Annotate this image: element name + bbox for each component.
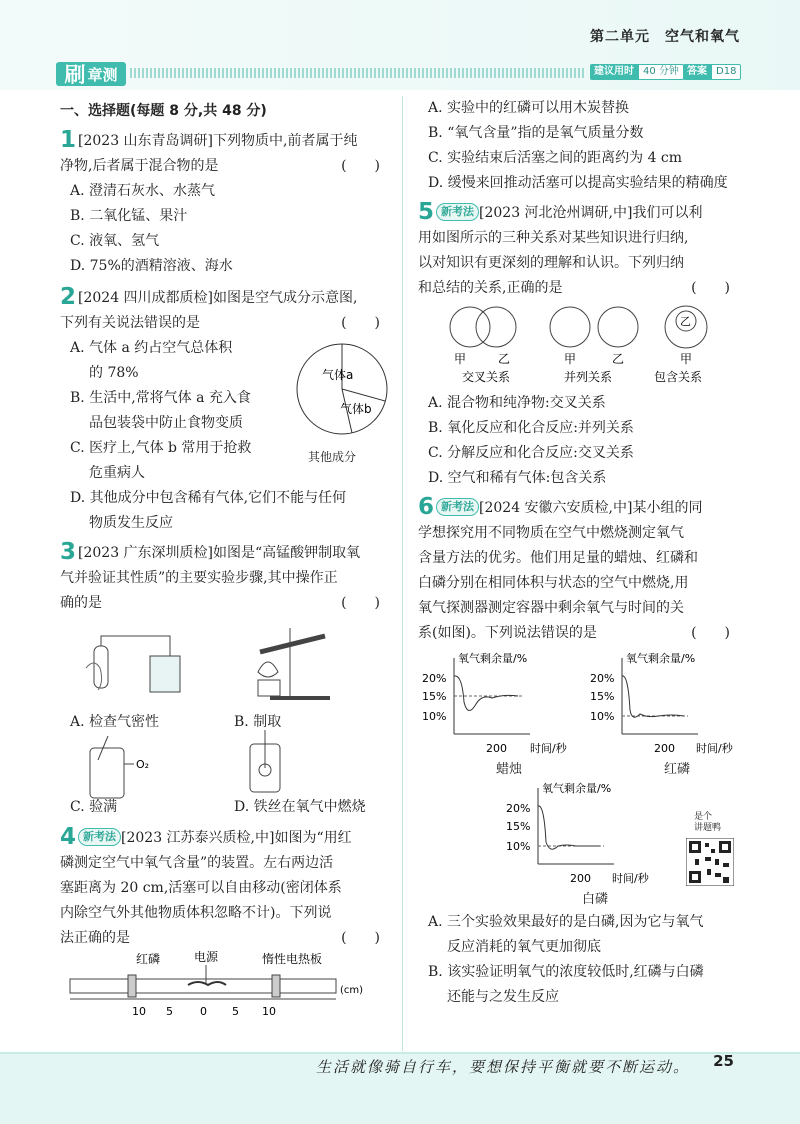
question-text: [2023 江苏泰兴质检,中]如图为“用红: [121, 830, 352, 846]
header-divider: [130, 68, 585, 78]
question-1: [60, 128, 390, 279]
candle-graph: [418, 650, 568, 762]
option-b-cont: 品包装袋中防止食物变质: [89, 415, 243, 431]
label-parallel: 并列关系: [564, 370, 613, 384]
question-text: 气并验证其性质”的主要实验步骤,其中操作正: [60, 570, 338, 586]
label-yi: 乙: [680, 315, 691, 328]
question-6: [418, 495, 740, 1010]
question-text: 氧气探测器测定容器中剩余氧气与时间的关: [418, 600, 684, 616]
qr-code-icon[interactable]: [686, 838, 734, 886]
tick-20: 20%: [590, 672, 615, 685]
question-number: 4: [60, 824, 77, 850]
red-phosphorus-graph: [588, 650, 738, 762]
question-text: 和总结的关系,正确的是: [418, 280, 563, 296]
oxygen-graphs: [418, 646, 740, 910]
label-intersect: 交叉关系: [462, 370, 511, 384]
answer-blank: ( ): [341, 315, 380, 331]
question-number: 1: [60, 127, 77, 153]
question-text: [2024 安徽六安质检,中]某小组的同: [479, 500, 703, 516]
question-text: 白磷分别在相同体积与状态的空气中燃烧,用: [418, 575, 689, 591]
y-axis-label: 氧气剩余量/%: [458, 652, 528, 665]
option-a: A. 气体 a 约占空气总体积: [70, 340, 233, 356]
right-column: [418, 96, 740, 1010]
tick-200: 200: [486, 742, 507, 755]
q4-option-a: A. 实验中的红磷可以用木炭替换: [428, 100, 630, 116]
tick-200: 200: [570, 872, 591, 885]
question-text: 以对知识有更深刻的理解和认识。下列归纳: [418, 255, 684, 271]
option-c: C. 液氧、氢气: [70, 233, 160, 249]
label-jia: 甲: [680, 352, 693, 366]
tick-20: 20%: [422, 672, 447, 685]
question-text: 净物,后者属于混合物的是: [60, 158, 219, 174]
tick-label: 5: [232, 1005, 239, 1018]
caption-b: B. 制取: [234, 714, 282, 730]
answer-blank: ( ): [341, 930, 380, 946]
set-relations-figure: [418, 301, 738, 387]
label-power: 电源: [194, 951, 219, 964]
option-a-cont: 反应消耗的氧气更加彻底: [447, 939, 601, 955]
phosphorus-apparatus-figure: [66, 951, 386, 1021]
question-text: 用如图所示的三种关系对某些知识进行归纳,: [418, 230, 689, 246]
caption-candle: 蜡烛: [496, 762, 523, 777]
option-c: C. 医疗上,气体 b 常用于抢救: [70, 440, 252, 456]
question-text: 内除空气外其他物质体积忽略不计)。下列说: [60, 905, 332, 921]
qr-caption-1: 是个: [694, 812, 713, 822]
question-4: [60, 825, 390, 1025]
question-5: [418, 200, 740, 491]
question-text: 系(如图)。下列说法错误的是: [418, 625, 597, 641]
unit-title: 第二单元 空气和氧气: [590, 29, 740, 45]
question-text: [2023 河北沧州调研,中]我们可以利: [479, 205, 703, 221]
question-text: 含量方法的优劣。他们用足量的蜡烛、红磷和: [418, 550, 698, 566]
new-method-badge: 新考法: [78, 828, 121, 846]
tick-15: 15%: [590, 690, 615, 703]
tick-200: 200: [654, 742, 675, 755]
caption-c: C. 验满: [70, 799, 118, 815]
option-d: D. 75%的酒精溶液、海水: [70, 258, 233, 274]
o2-label: O₂: [136, 758, 150, 771]
x-axis-label: 时间/秒: [612, 872, 649, 885]
new-method-badge: 新考法: [436, 203, 479, 221]
y-axis-label: 氧气剩余量/%: [542, 782, 612, 795]
q4-option-c: C. 实验结束后活塞之间的距离约为 4 cm: [428, 150, 683, 166]
option-a: A. 三个实验效果最好的是白磷,因为它与氧气: [428, 914, 704, 930]
q4-option-d: D. 缓慢来回推动活塞可以提高实验结果的精确度: [428, 175, 728, 191]
question-number: 3: [60, 539, 77, 565]
qr-caption-2: 讲题鸭: [694, 823, 722, 833]
tick-label: 0: [200, 1005, 207, 1018]
tick-20: 20%: [506, 802, 531, 815]
airtightness-apparatus-icon: [80, 628, 190, 703]
option-b: B. 该实验证明氧气的浓度较低时,红磷与白磷: [428, 964, 704, 980]
pie-label-other: 其他成分: [308, 450, 357, 464]
tick-label: 5: [166, 1005, 173, 1018]
air-composition-pie: [292, 337, 402, 447]
option-d-cont: 物质发生反应: [89, 515, 173, 531]
tick-label: 10: [132, 1005, 146, 1018]
answer-blank: ( ): [691, 280, 730, 296]
pie-label-a: 气体a: [322, 368, 354, 382]
question-text: 塞距离为 20 cm,活塞可以自由移动(密闭体系: [60, 880, 342, 896]
tick-15: 15%: [422, 690, 447, 703]
answer-blank: ( ): [691, 625, 730, 641]
label-jia: 甲: [454, 352, 467, 366]
label-contain: 包含关系: [654, 370, 703, 384]
brand-small: 章测: [87, 65, 118, 84]
iron-wire-bottle-icon: [240, 728, 300, 798]
answer-tag: [683, 64, 741, 80]
x-axis-label: 时间/秒: [530, 742, 567, 755]
new-method-badge: 新考法: [436, 498, 479, 516]
question-text: 法正确的是: [60, 930, 130, 946]
option-b: B. 氧化反应和化合反应:并列关系: [428, 420, 634, 436]
question-number: 6: [418, 494, 435, 520]
label-jia: 甲: [564, 352, 577, 366]
apparatus-figures: [60, 616, 390, 821]
footer-motto: 生活就像骑自行车，要想保持平衡就要不断运动。: [315, 1058, 690, 1076]
option-d: D. 其他成分中包含稀有气体,它们不能与任何: [70, 490, 347, 506]
label-heater: 惰性电热板: [262, 952, 323, 966]
time-tag-value: 40 分钟: [638, 64, 684, 80]
answer-tag-value: D18: [711, 64, 741, 80]
caption-d: D. 铁丝在氧气中燃烧: [234, 799, 366, 815]
brand-logo: [56, 62, 126, 86]
option-c: C. 分解反应和化合反应:交叉关系: [428, 445, 634, 461]
question-text: [2023 山东青岛调研]下列物质中,前者属于纯: [78, 133, 358, 149]
qr-caption: [694, 812, 721, 834]
oxygen-test-bottle-icon: [80, 734, 170, 804]
tick-10: 10%: [506, 840, 531, 853]
caption-red-phosphorus: 红磷: [664, 762, 691, 777]
question-3: [60, 540, 390, 821]
answer-blank: ( ): [341, 158, 380, 174]
page-number: 25: [713, 1052, 734, 1070]
tick-label: 10: [262, 1005, 276, 1018]
question-number: 5: [418, 199, 435, 225]
tick-10: 10%: [590, 710, 615, 723]
heating-apparatus-icon: [230, 622, 350, 702]
pie-label-b: 气体b: [340, 402, 372, 416]
y-axis-label: 氧气剩余量/%: [626, 652, 696, 665]
x-axis-label: 时间/秒: [696, 742, 733, 755]
question-text: 磷测定空气中氧气含量”的装置。左右两边活: [60, 855, 334, 871]
caption-a: A. 检查气密性: [70, 714, 160, 730]
option-b-cont: 还能与之发生反应: [447, 989, 559, 1005]
option-b: B. 生活中,常将气体 a 充入食: [70, 390, 251, 406]
question-2: [60, 285, 390, 536]
question-text: [2023 广东深圳质检]如图是“高锰酸钾制取氧: [78, 545, 361, 561]
q4-option-b: B. “氧气含量”指的是氧气质量分数: [428, 125, 644, 141]
label-yi: 乙: [498, 352, 511, 366]
left-column: [60, 96, 390, 1025]
question-number: 2: [60, 284, 77, 310]
time-tag-key: 建议用时: [590, 64, 638, 80]
label-cm: (cm): [340, 985, 364, 996]
option-b: B. 二氧化锰、果汁: [70, 208, 188, 224]
tick-10: 10%: [422, 710, 447, 723]
option-d: D. 空气和稀有气体:包含关系: [428, 470, 607, 486]
white-phosphorus-graph: [504, 780, 654, 892]
option-a: A. 混合物和纯净物:交叉关系: [428, 395, 606, 411]
section-title: 一、选择题(每题 8 分,共 48 分): [60, 103, 267, 119]
option-a-cont: 的 78%: [89, 365, 139, 381]
brand-big: 刷: [64, 63, 86, 87]
label-red-phosphorus: 红磷: [136, 952, 161, 966]
question-text: 下列有关说法错误的是: [60, 315, 200, 331]
label-yi: 乙: [612, 352, 625, 366]
question-text: 确的是: [60, 595, 102, 611]
caption-white-phosphorus: 白磷: [582, 892, 609, 907]
answer-blank: ( ): [341, 595, 380, 611]
answer-tag-key: 答案: [683, 64, 711, 80]
column-divider: [402, 96, 403, 1051]
tick-15: 15%: [506, 820, 531, 833]
option-a: A. 澄清石灰水、水蒸气: [70, 183, 216, 199]
option-c-cont: 危重病人: [89, 465, 145, 481]
question-text: 学想探究用不同物质在空气中燃烧测定氧气: [418, 525, 684, 541]
question-text: [2024 四川成都质检]如图是空气成分示意图,: [78, 290, 358, 306]
time-tag: [590, 64, 684, 80]
